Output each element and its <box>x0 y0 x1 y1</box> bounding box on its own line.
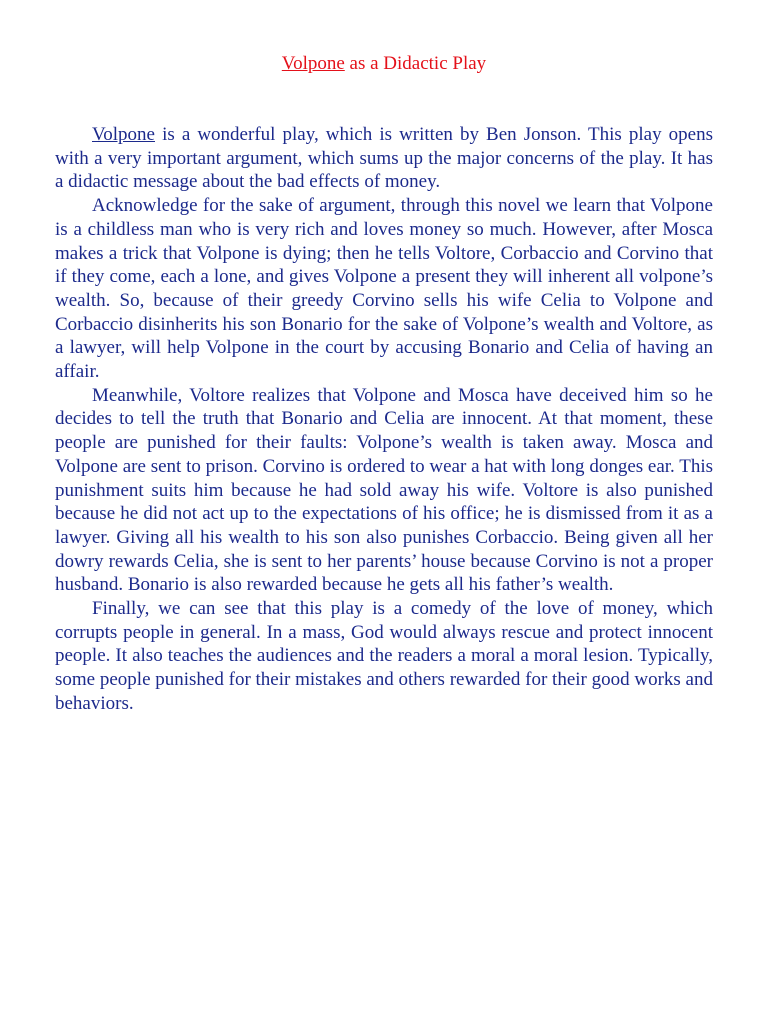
paragraph-1 <box>55 123 713 194</box>
paragraph-4-text: Finally, we can see that this play is a comedy of the love of money, which corrupts people in general. In a mass, God would always rescue and protect innocent people. It also teaches the audiences and the readers a moral a moral lesion. Typically, some people punished for their mistakes and others rewarded for their good works and behaviors. <box>55 598 713 714</box>
paragraph-2-text: Acknowledge for the sake of argument, through this novel we learn that Volpone is a childless man who is very rich and loves money so much. However, after Mosca makes a trick that Volpone is dying; then he tells Voltore, Corbaccio and Corvino that if they come, each a lone, and gives Volpone a present they will inherent all volpone’s wealth. So, because of their greedy Corvino sells his wife Celia to Volpone and Corbaccio disinherits his son Bonario for the sake of Volpone’s wealth and Voltore, as a lawyer, will help Volpone in the court by accusing Bonario and Celia of having an affair. <box>55 195 713 383</box>
title-play-name: Volpone <box>281 53 345 74</box>
paragraph-3-text: Meanwhile, Voltore realizes that Volpone and Mosca have deceived him so he decides to tell the truth that Bonario and Celia are innocent. At that moment, these people are punished for their faults: Volpone’s wealth is taken away. Mosca and Volpone are sent to prison. Corvino is ordered to wear a hat with long donges ear. This punishment suits him because he had sold away his wife. Voltore is also punished because he did not act up to the expectations of his office; he is dismissed from it as a lawyer. Giving all his wealth to his son also punishes Corbaccio. Being given all her dowry rewards Celia, she is sent to her parents’ house because Corvino is not a proper husband. Bonario is also rewarded because he gets all his father’s wealth. <box>55 384 713 596</box>
document-body <box>55 123 713 716</box>
paragraph-1-text: is a wonderful play, which is written by Ben Jonson. This play opens with a very important argument, which sums up the major concerns of the play. It has a didactic message about the bad effects of money. <box>55 124 713 193</box>
paragraph-1-play-name: Volpone <box>92 124 155 145</box>
title-rest: as a Didactic Play <box>344 53 487 74</box>
paragraph-4 <box>55 597 713 716</box>
paragraph-2 <box>55 194 713 384</box>
paragraph-3 <box>55 384 713 597</box>
document-title <box>0 52 768 76</box>
